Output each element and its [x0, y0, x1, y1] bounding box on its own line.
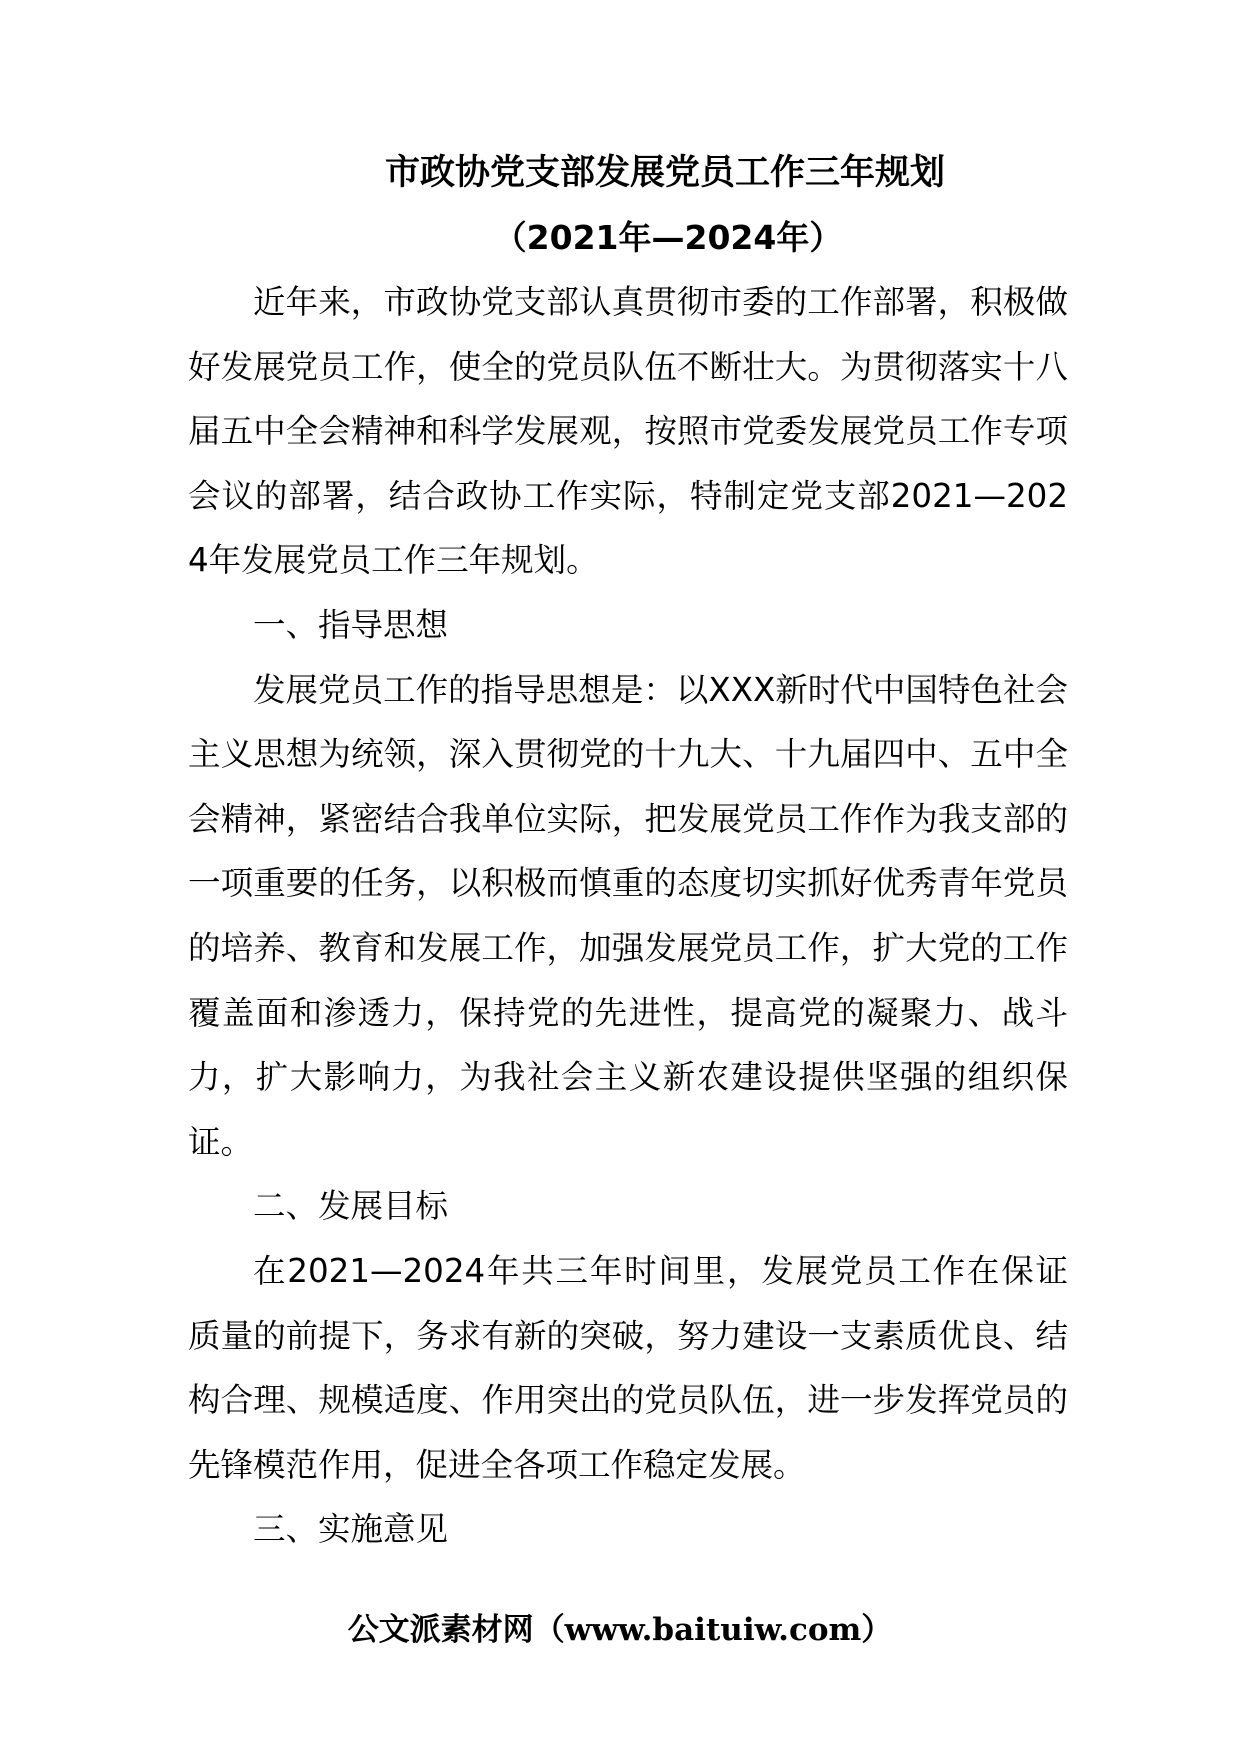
section-heading-implementation: 三、实施意见 — [253, 1510, 449, 1549]
development-goals-paragraph: 在2021—2024年共三年时间里，发展党员工作在保证质量的前提下，务求有新的突破，努力建设一支素质优良、结构合理、规模适度、作用突出的党员队伍，进一步发挥党员的先锋模范作用，促进全各项工作稳定发展。 — [188, 1251, 1068, 1484]
footer-watermark — [0, 1610, 1240, 1650]
footer-site-name: 公文派素材网 — [347, 1612, 534, 1648]
section-heading-development-goals: 二、发展目标 — [253, 1187, 449, 1226]
section-heading-guiding-ideology: 一、指导思想 — [253, 605, 449, 644]
footer-url: （www.baituiw.com） — [533, 1612, 893, 1648]
document-body — [188, 270, 1068, 1562]
document-subtitle: （2021年—2024年） — [493, 218, 843, 257]
document-title: 市政协党支部发展党员工作三年规划 — [384, 152, 945, 193]
intro-paragraph: 近年来，市政协党支部认真贯彻市委的工作部署，积极做好发展党员工作，使全的党员队伍不断壮大。为贯彻落实十八届五中全会精神和科学发展观，按照市党委发展党员工作专项会议的部署，结合政协工作实际，特制定党支部2021—2024年发展党员工作三年规划。 — [188, 283, 1068, 580]
guiding-ideology-paragraph: 发展党员工作的指导思想是：以XXX新时代中国特色社会主义思想为统领，深入贯彻党的十九大、十九届四中、五中全会精神，紧密结合我单位实际，把发展党员工作作为我支部的一项重要的任务，以积极而慎重的态度切实抓好优秀青年党员的培养、教育和发展工作，加强发展党员工作，扩大党的工作覆盖面和渗透力，保持党的先进性，提高党的凝聚力、战斗力，扩大影响力，为我社会主义新农建设提供坚强的组织保证。 — [188, 670, 1068, 1161]
